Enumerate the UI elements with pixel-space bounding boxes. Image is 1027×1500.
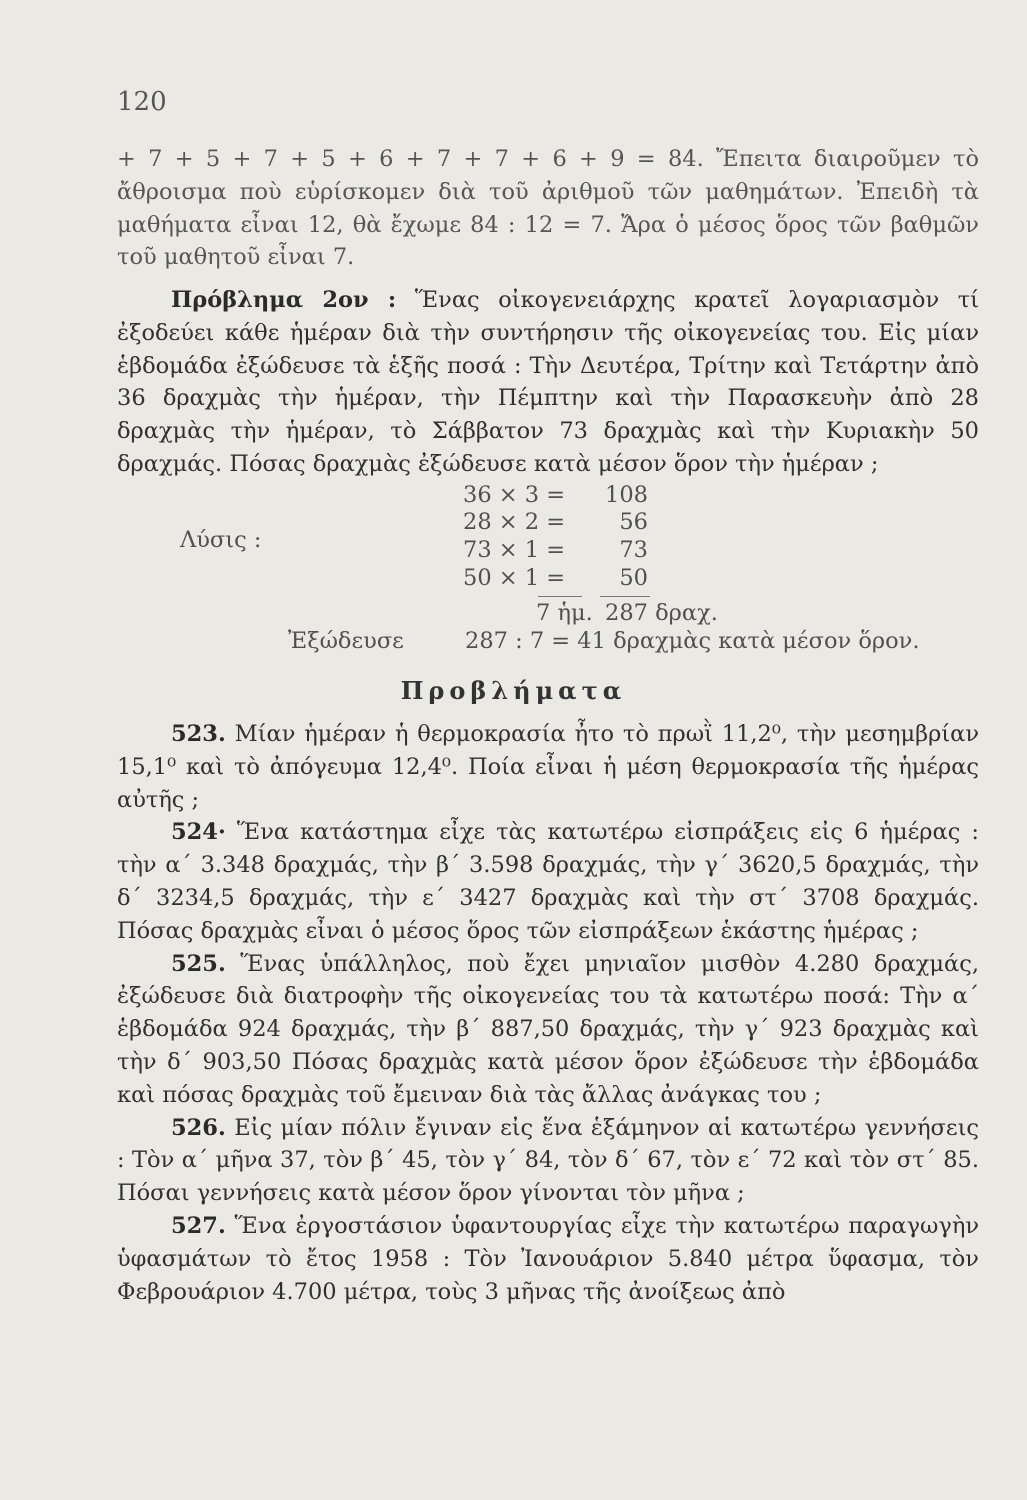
intro-text: + 7 + 5 + 7 + 5 + 6 + 7 + 7 + 6 + 9 = 84. Ἔπειτα διαιροῦμεν τὸ ἄθροισμα ποὺ εὑρίσκομεν διὰ τοῦ ἀριθμοῦ τῶν μαθημάτων. Ἐπειδὴ τὰ μαθήματα εἶναι 12, θὰ ἔχωμε 84 : 12 = 7. Ἄρα ὁ μέσος ὅρος τῶν βαθμῶν τοῦ μαθητοῦ εἶναι 7.: [117, 146, 979, 271]
amount-sum-rule: [600, 596, 650, 597]
problem-text: Εἰς μίαν πόλιν ἔγιναν εἰς ἕνα ἑξάμηνον αἱ κατωτέρω γεννήσεις : Τὸν α΄ μῆνα 37, τὸν β΄ 45, τὸν γ΄ 84, τὸν δ΄ 67, τὸν ε΄ 72 καὶ τὸν στ΄ 85. Πόσαι γεννήσεις κατὰ μέσον ὅρον γίνονται τὸν μῆνα ;: [117, 1114, 979, 1207]
section-title: Προβλήματα: [400, 676, 627, 705]
problem-524: [117, 816, 979, 947]
total-amount: 287 δραχ.: [605, 600, 718, 626]
page-number: 120: [117, 87, 167, 117]
problem-number: 524·: [171, 819, 226, 846]
conclusion: 287 : 7 = 41 δραχμὰς κατὰ μέσον ὅρον.: [465, 628, 920, 654]
calc-result: 50: [619, 565, 648, 591]
problem-523: [117, 718, 979, 816]
problem-text: Ἕνα ἐργοστάσιον ὑφαντουργίας εἶχε τὴν κατωτέρω παραγωγὴν ὑφασμάτων τὸ ἔτος 1958 : Τὸν Ἰανουάριον 5.840 μέτρα ὕφασμα, τὸν Φεβρουάριον 4.700 μέτρα, τοὺς 3 μῆνας τῆς ἀνοίξεως ἀπὸ: [117, 1212, 979, 1305]
calc-expr: 28 × 2 =: [463, 509, 566, 535]
calc-expr: 36 × 3 =: [463, 482, 566, 508]
solution-label: Λύσις :: [180, 527, 262, 553]
conclusion-label: Ἐξώδευσε: [288, 628, 404, 654]
solution-block: [0, 0, 1027, 700]
problem-number: 527.: [171, 1212, 226, 1239]
problem-2-label: Πρόβλημα 2ον :: [171, 287, 397, 313]
calc-result: 56: [619, 509, 648, 535]
problem-text: Ἕνας ὑπάλληλος, ποὺ ἔχει μηνιαῖον μισθὸν 4.280 δραχμάς, ἐξώδευσε διὰ διατροφὴν τῆς οἰκογενείας του τὰ κατωτέρω ποσά: Τὴν α΄ ἑβδομάδα 924 δραχμάς, τὴν β΄ 887,50 δραχμάς, τὴν γ΄ 923 δραχμὰς καὶ τὴν δ΄ 903,50 Πόσας δραχμὰς κατὰ μέσον ὅρον ἐξώδευσε τὴν ἑβδομάδα καὶ πόσας δραχμὰς τοῦ ἔμειναν διὰ τὰς ἄλλας ἀνάγκας του ;: [117, 950, 979, 1108]
total-days: 7 ἡμ.: [536, 600, 593, 626]
problem-text: Μίαν ἡμέραν ἡ θερμοκρασία ἦτο τὸ πρωῒ 11,2⁰, τὴν μεσημβρίαν 15,1⁰ καὶ τὸ ἀπόγευμα 12,4⁰. Ποία εἶναι ἡ μέση θερμοκρασία τῆς ἡμέρας αὐτῆς ;: [117, 721, 979, 813]
problem-number: 525.: [171, 950, 226, 977]
calc-result: 73: [619, 537, 648, 563]
calc-result: 108: [605, 482, 648, 508]
problem-number: 523.: [171, 721, 226, 747]
problem-2-text: Ἕνας οἰκογενειάρχης κρατεῖ λογαριασμὸν τί ἐξοδεύει κάθε ἡμέραν διὰ τὴν συντήρησιν τῆς οἰκογενείας του. Εἰς μίαν ἑβδομάδα ἐξώδευσε τὰ ἑξῆς ποσά : Τὴν Δευτέρα, Τρίτην καὶ Τετάρτην ἀπὸ 36 δραχμὰς τὴν ἡμέραν, τὴν Πέμπτην καὶ τὴν Παρασκευὴν ἀπὸ 28 δραχμὰς τὴν ἡμέραν, τὸ Σάββατον 73 δραχμὰς καὶ τὴν Κυριακὴν 50 δραχμάς. Πόσας δραχμὰς ἐξώδευσε κατὰ μέσον ὅρον τὴν ἡμέραν ;: [117, 287, 980, 477]
calc-expr: 50 × 1 =: [463, 565, 566, 591]
problem-text: Ἕνα κατάστημα εἶχε τὰς κατωτέρω εἰσπράξεις εἰς 6 ἡμέρας : τὴν α΄ 3.348 δραχμάς, τὴν β΄ 3.598 δραχμάς, τὴν γ΄ 3620,5 δραχμάς, τὴν δ΄ 3234,5 δραχμάς, τὴν ε΄ 3427 δραχμὰς καὶ τὴν στ΄ 3708 δραχμάς. Πόσας δραχμὰς εἶναι ὁ μέσος ὅρος τῶν εἰσπράξεων ἑκάστης ἡμέρας ;: [117, 819, 979, 944]
problems-list: [117, 718, 979, 1308]
problem-526: [117, 1112, 979, 1210]
problem-number: 526.: [171, 1114, 226, 1141]
problem-525: [117, 948, 979, 1112]
days-sum-rule: [538, 596, 582, 597]
calc-expr: 73 × 1 =: [463, 537, 566, 563]
problem-527: [117, 1210, 979, 1308]
